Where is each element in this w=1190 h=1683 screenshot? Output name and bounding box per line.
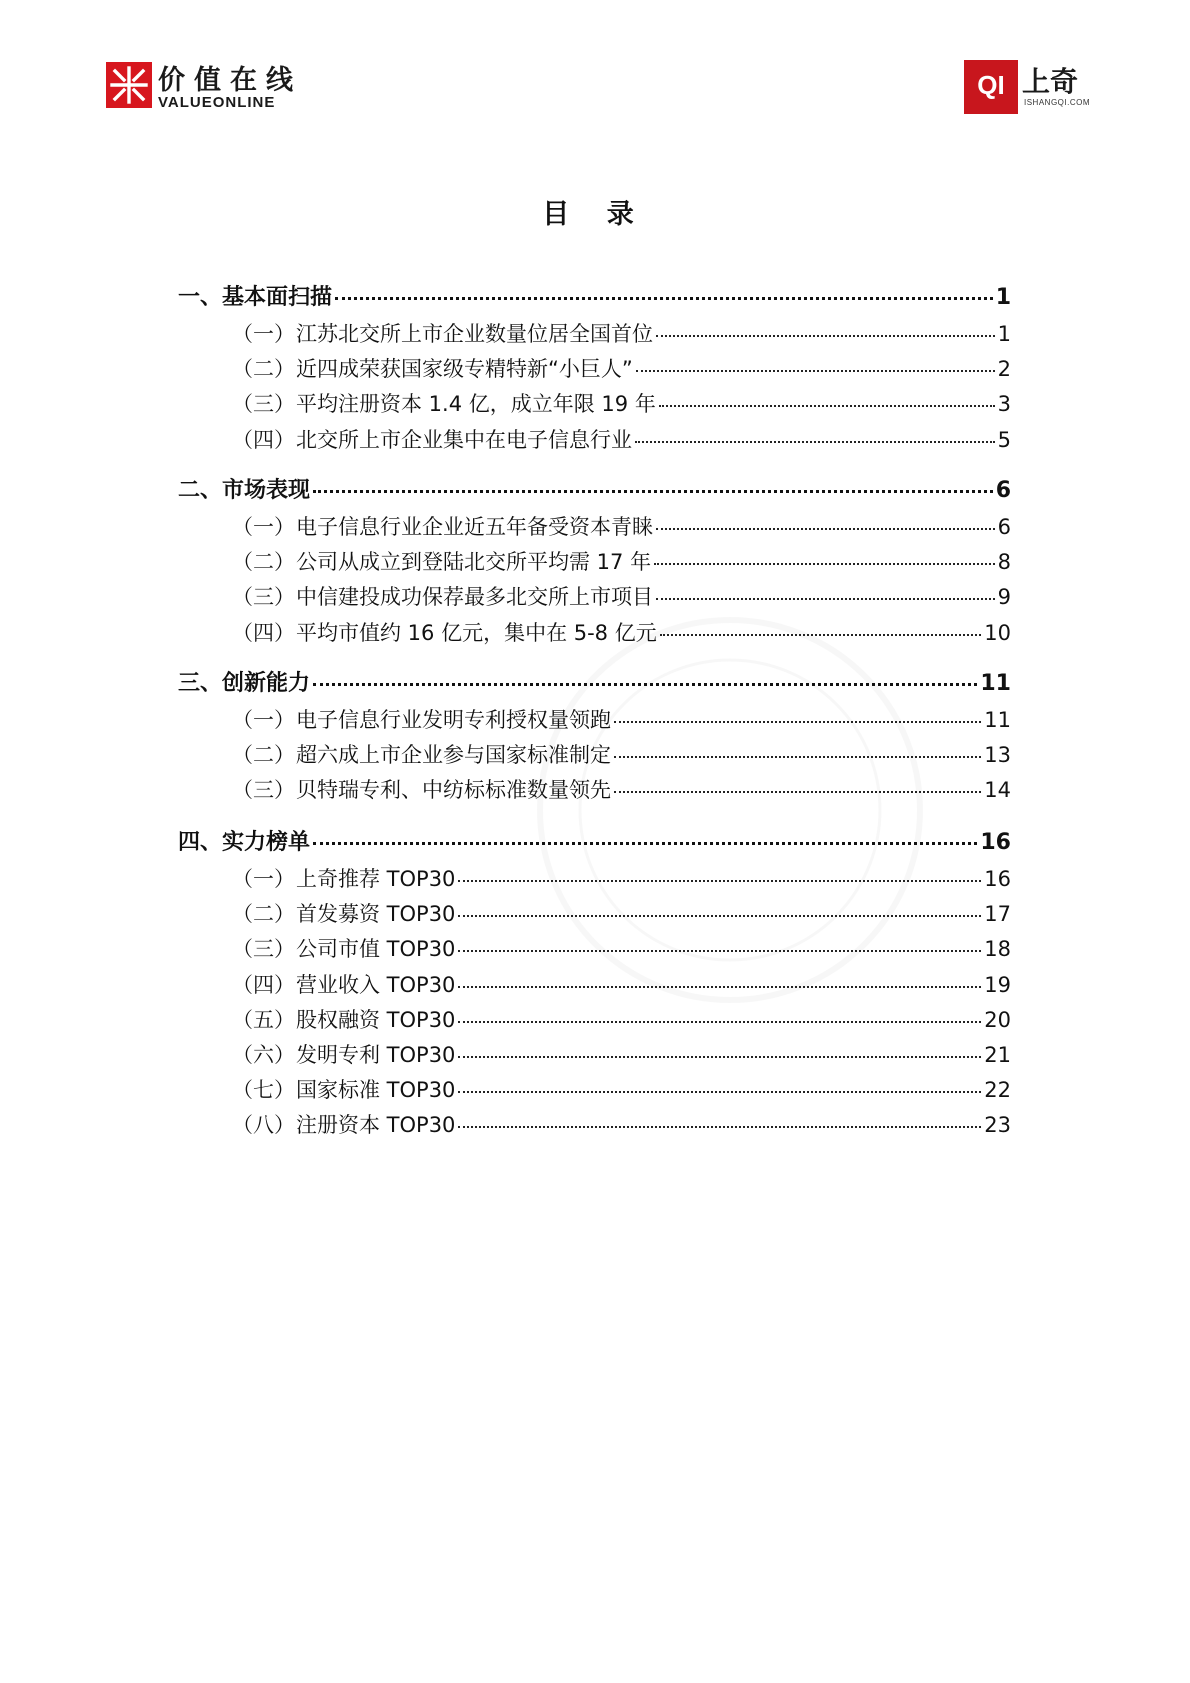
toc-section[interactable]	[178, 666, 1011, 697]
toc-dot-leader	[656, 335, 995, 337]
toc-dot-leader	[614, 791, 981, 793]
toc-subsection[interactable]	[178, 1004, 1011, 1034]
shangqi-logo-cn: 上奇	[1022, 65, 1079, 98]
toc-dot-leader	[458, 880, 981, 882]
valueonline-logo	[106, 58, 336, 118]
toc-entry-number: （一）	[232, 322, 295, 346]
toc-entry-title: 上奇推荐 TOP30	[296, 867, 456, 891]
toc-subsection[interactable]	[178, 424, 1011, 454]
toc-entry-page: 9	[997, 585, 1011, 610]
toc-entry-number: （二）	[232, 357, 295, 382]
toc-entry-number: （三）	[232, 392, 295, 417]
toc-entry-number: 一、	[178, 285, 223, 310]
toc-entry-title: 市场表现	[222, 478, 311, 503]
toc-entry-number: （一）	[232, 867, 295, 891]
toc-entry-number: 四、	[178, 830, 223, 855]
toc-dot-leader	[635, 441, 995, 443]
shangqi-logo-mark: QI	[977, 70, 1005, 100]
toc-entry-title: 公司从成立到登陆北交所平均需 17 年	[296, 550, 652, 575]
toc-entry-page: 10	[984, 620, 1011, 645]
toc-entry-page: 5	[997, 427, 1011, 452]
toc-dot-leader	[313, 683, 977, 686]
toc-entry-title: 江苏北交所上市企业数量位居全国首位	[296, 322, 653, 346]
toc-dot-leader	[614, 721, 981, 723]
toc-entry-title: 基本面扫描	[222, 285, 333, 310]
valueonline-logo-cn: 价值在线	[158, 65, 302, 96]
toc-dot-leader	[458, 915, 981, 917]
toc-dot-leader	[458, 1091, 981, 1093]
toc-dot-leader	[458, 950, 981, 952]
toc-entry-title: 实力榜单	[222, 830, 311, 855]
toc-dot-leader	[458, 1021, 981, 1023]
toc-entry-title: 国家标准 TOP30	[296, 1078, 456, 1103]
toc-subsection[interactable]	[178, 388, 1011, 418]
valueonline-logo-en: VALUEONLINE	[158, 94, 276, 111]
toc-entry-number: 三、	[178, 671, 223, 696]
toc-entry-page: 17	[984, 902, 1011, 927]
toc-subsection[interactable]	[178, 617, 1011, 647]
toc-entry-page: 6	[995, 478, 1011, 503]
toc-entry-page: 3	[997, 392, 1011, 417]
toc-section[interactable]	[178, 473, 1011, 504]
toc-entry-number: （五）	[232, 1007, 295, 1032]
toc-section[interactable]	[178, 825, 1011, 856]
toc-entry-page: 2	[997, 357, 1011, 382]
toc-dot-leader	[458, 1126, 981, 1128]
toc-entry-number: （七）	[232, 1078, 295, 1103]
toc-subsection[interactable]	[178, 353, 1011, 383]
toc-dot-leader	[458, 986, 981, 988]
toc-dot-leader	[458, 1056, 981, 1058]
toc-entry-page: 22	[984, 1078, 1011, 1103]
toc-subsection[interactable]	[178, 318, 1011, 348]
toc-dot-leader	[654, 563, 995, 565]
toc-entry-page: 18	[984, 937, 1011, 962]
toc-entry-title: 超六成上市企业参与国家标准制定	[296, 743, 611, 768]
toc-entry-page: 6	[997, 515, 1011, 539]
toc-entry-title: 创新能力	[222, 671, 311, 696]
toc-dot-leader	[660, 634, 982, 636]
toc-subsection[interactable]	[178, 581, 1011, 611]
toc-entry-title: 贝特瑞专利、中纺标标准数量领先	[296, 778, 611, 803]
toc-subsection[interactable]	[178, 704, 1011, 734]
toc-subsection[interactable]	[178, 933, 1011, 963]
toc-entry-title: 营业收入 TOP30	[296, 972, 456, 997]
toc-subsection[interactable]	[178, 1039, 1011, 1069]
toc-entry-number: （八）	[232, 1113, 295, 1138]
toc-subsection[interactable]	[178, 1074, 1011, 1104]
toc-subsection[interactable]	[178, 511, 1011, 541]
toc-entry-title: 平均市值约 16 亿元，集中在 5-8 亿元	[296, 620, 657, 645]
toc-entry-title: 中信建投成功保荐最多北交所上市项目	[296, 585, 653, 610]
toc-dot-leader	[659, 405, 995, 407]
toc-entry-number: （三）	[232, 778, 295, 803]
toc-dot-leader	[313, 490, 993, 493]
toc-entry-number: （二）	[232, 902, 295, 927]
valueonline-logo-icon	[106, 62, 152, 108]
toc-subsection[interactable]	[178, 969, 1011, 999]
toc-entry-number: （三）	[232, 585, 295, 610]
toc-entry-page: 11	[984, 708, 1011, 732]
toc-entry-number: （四）	[232, 427, 295, 452]
toc-entry-title: 平均注册资本 1.4 亿，成立年限 19 年	[296, 392, 656, 417]
toc-entry-page: 16	[980, 830, 1011, 855]
toc-entry-title: 北交所上市企业集中在电子信息行业	[296, 427, 632, 452]
toc-dot-leader	[656, 598, 995, 600]
toc-dot-leader	[636, 370, 995, 372]
toc-entry-number: （二）	[232, 743, 295, 768]
toc-entry-page: 19	[984, 972, 1011, 997]
toc-entry-title: 电子信息行业企业近五年备受资本青睐	[296, 515, 653, 539]
toc-entry-number: （三）	[232, 937, 295, 962]
toc-entry-page: 1	[997, 322, 1011, 346]
toc-entry-number: （六）	[232, 1043, 295, 1067]
toc-entry-number: （一）	[232, 515, 295, 539]
toc-dot-leader	[313, 842, 977, 845]
shangqi-logo-en: ISHANGQI.COM	[1024, 98, 1091, 107]
toc-subsection[interactable]	[178, 739, 1011, 769]
toc-entry-page: 13	[984, 743, 1011, 768]
toc-entry-page: 14	[984, 778, 1011, 803]
toc-dot-leader	[614, 756, 981, 758]
toc-entry-title: 首发募资 TOP30	[296, 902, 456, 927]
toc-dot-leader	[335, 297, 993, 300]
toc-entry-title: 近四成荣获国家级专精特新“小巨人”	[296, 357, 633, 382]
toc-subsection[interactable]	[178, 1109, 1011, 1139]
toc-subsection[interactable]	[178, 774, 1011, 804]
toc-entry-title: 电子信息行业发明专利授权量领跑	[296, 708, 611, 732]
page-title: 目 录	[542, 199, 648, 230]
toc-entry-title: 公司市值 TOP30	[296, 937, 456, 962]
shangqi-logo	[964, 60, 1094, 116]
toc-entry-page: 16	[984, 867, 1011, 891]
toc-entry-number: （四）	[232, 972, 295, 997]
toc-subsection[interactable]	[178, 898, 1011, 928]
toc-entry-number: 二、	[178, 478, 223, 503]
toc-subsection[interactable]	[178, 546, 1011, 576]
shangqi-logo-icon	[964, 60, 1018, 114]
toc-entry-title: 股权融资 TOP30	[296, 1007, 456, 1032]
toc-subsection[interactable]	[178, 863, 1011, 893]
toc-dot-leader	[656, 528, 995, 530]
toc-entry-page: 21	[984, 1043, 1011, 1067]
toc-entry-page: 1	[995, 285, 1011, 310]
toc-entry-number: （一）	[232, 708, 295, 732]
toc-entry-number: （二）	[232, 550, 295, 575]
toc-entry-page: 8	[997, 550, 1011, 575]
toc-entry-page: 23	[984, 1113, 1011, 1138]
toc-entry-page: 11	[980, 671, 1011, 696]
toc-entry-title: 注册资本 TOP30	[296, 1113, 456, 1138]
toc-entry-title: 发明专利 TOP30	[296, 1043, 456, 1067]
toc-entry-page: 20	[984, 1007, 1011, 1032]
toc-entry-number: （四）	[232, 620, 295, 645]
toc-section[interactable]	[178, 280, 1011, 311]
